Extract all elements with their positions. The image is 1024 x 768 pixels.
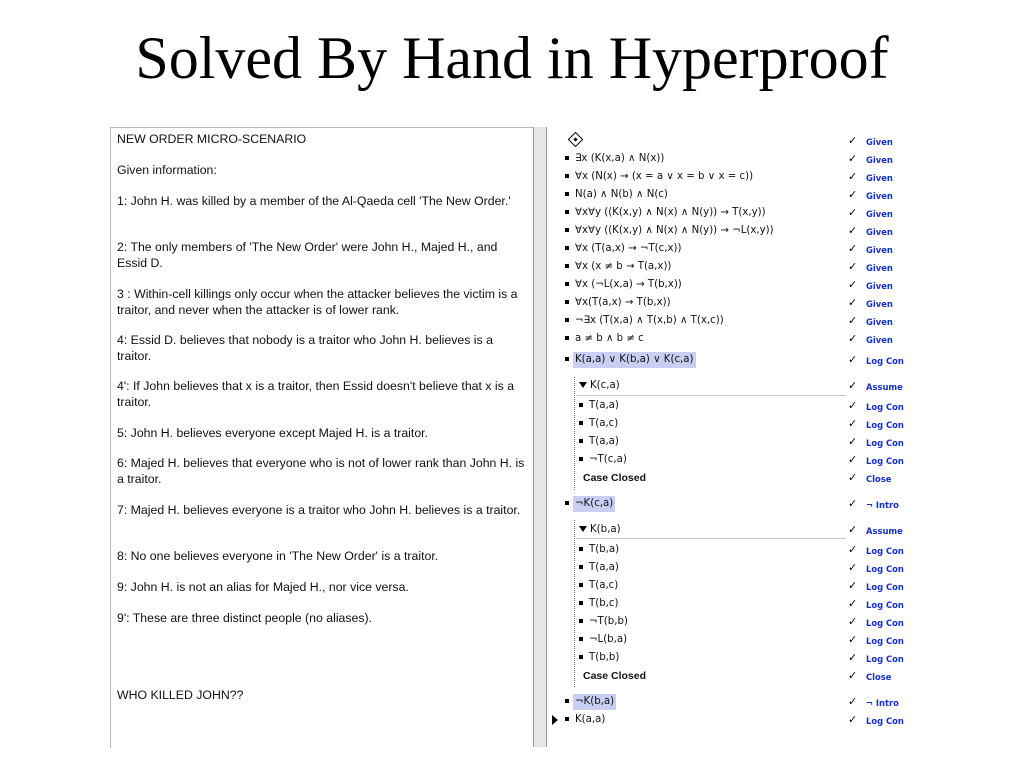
proof-step[interactable] xyxy=(550,577,1020,595)
check-icon: ✓ xyxy=(848,471,858,484)
proof-step[interactable] xyxy=(550,377,1020,395)
step-bullet-icon xyxy=(565,174,569,178)
check-icon: ✓ xyxy=(848,296,858,309)
step-formula: T(a,a) xyxy=(589,400,619,411)
step-formula: ∀x∀y ((K(x,y) ∧ N(x) ∧ N(y)) → ¬L(x,y)) xyxy=(575,225,774,236)
proof-step[interactable] xyxy=(550,495,1020,513)
step-formula: K(b,a) xyxy=(590,524,621,535)
collapse-triangle-icon[interactable] xyxy=(579,382,587,388)
check-icon: ✓ xyxy=(848,633,858,646)
proof-step[interactable] xyxy=(550,595,1020,613)
fact-4: 4: Essid D. believes that nobody is a traitor who John H. believes is a traitor. xyxy=(117,333,493,363)
rule-label[interactable]: Log Con xyxy=(866,618,904,628)
step-bullet-icon xyxy=(565,264,569,268)
step-bullet-icon xyxy=(565,300,569,304)
proof-step[interactable] xyxy=(550,415,1020,433)
check-icon: ✓ xyxy=(848,242,858,255)
rule-label[interactable]: Log Con xyxy=(866,356,904,366)
proof-step-current[interactable] xyxy=(550,711,1020,729)
step-bullet-icon xyxy=(565,501,569,505)
proof-step[interactable] xyxy=(550,541,1020,559)
fact-9: 9: John H. is not an alias for Majed H., nor vice versa. xyxy=(117,580,409,594)
rule-label[interactable]: Log Con xyxy=(866,600,904,610)
step-bullet-icon xyxy=(565,699,569,703)
rule-label[interactable]: Given xyxy=(866,137,893,147)
step-formula: ¬T(b,b) xyxy=(589,616,628,627)
step-bullet-icon xyxy=(565,156,569,160)
scenario-heading: NEW ORDER MICRO-SCENARIO xyxy=(117,132,307,146)
step-formula: N(a) ∧ N(b) ∧ N(c) xyxy=(575,189,668,200)
step-bullet-icon xyxy=(579,403,583,407)
step-formula: K(a,a) ∨ K(b,a) ∨ K(c,a) xyxy=(573,352,696,368)
check-icon: ✓ xyxy=(848,278,858,291)
step-bullet-icon xyxy=(565,282,569,286)
rule-label[interactable]: ¬ Intro xyxy=(866,500,899,510)
step-formula: ∀x∀y ((K(x,y) ∧ N(x) ∧ N(y)) → T(x,y)) xyxy=(575,207,766,218)
given-info-label: Given information: xyxy=(117,163,217,177)
check-icon: ✓ xyxy=(848,188,858,201)
step-formula: ∀x(T(a,x) → T(b,x)) xyxy=(575,297,671,308)
rule-label[interactable]: Log Con xyxy=(866,716,904,726)
check-icon: ✓ xyxy=(848,669,858,682)
step-bullet-icon xyxy=(579,547,583,551)
step-formula: ¬K(b,a) xyxy=(573,694,616,710)
rule-label[interactable]: Given xyxy=(866,191,893,201)
step-formula: ∃x (K(x,a) ∧ N(x)) xyxy=(575,153,665,164)
check-icon: ✓ xyxy=(848,713,858,726)
proof-step[interactable] xyxy=(550,132,1020,150)
fact-4-prime: 4': If John believes that x is a traitor, then Essid doesn't believe that x is a traitor. xyxy=(117,379,515,409)
proof-step[interactable] xyxy=(550,240,1020,258)
rule-label[interactable]: Log Con xyxy=(866,582,904,592)
rule-label[interactable]: Given xyxy=(866,209,893,219)
scenario-text-panel[interactable] xyxy=(110,127,534,748)
step-formula: T(a,a) xyxy=(589,562,619,573)
step-bullet-icon xyxy=(579,421,583,425)
step-formula: a ≠ b ∧ b ≠ c xyxy=(575,333,644,344)
check-icon: ✓ xyxy=(848,579,858,592)
step-bullet-icon xyxy=(579,583,583,587)
check-icon: ✓ xyxy=(848,332,858,345)
step-bullet-icon xyxy=(579,655,583,659)
rule-label[interactable]: Assume xyxy=(866,526,903,536)
step-bullet-icon xyxy=(565,192,569,196)
rule-label[interactable]: Given xyxy=(866,317,893,327)
step-bullet-icon xyxy=(565,357,569,361)
fact-2: 2: The only members of 'The New Order' were John H., Majed H., and Essid D. xyxy=(117,240,498,270)
proof-step[interactable] xyxy=(550,521,1020,539)
current-step-pointer-icon xyxy=(552,715,558,725)
rule-label[interactable]: Given xyxy=(866,227,893,237)
proof-step[interactable] xyxy=(550,150,1020,168)
check-icon: ✓ xyxy=(848,453,858,466)
check-icon: ✓ xyxy=(848,561,858,574)
proof-step[interactable] xyxy=(550,294,1020,312)
rule-label[interactable]: Given xyxy=(866,173,893,183)
rule-label[interactable]: Log Con xyxy=(866,438,904,448)
proof-step[interactable] xyxy=(550,397,1020,415)
proof-step[interactable] xyxy=(550,613,1020,631)
step-bullet-icon xyxy=(565,210,569,214)
step-bullet-icon xyxy=(579,619,583,623)
proof-step[interactable] xyxy=(550,204,1020,222)
rule-label[interactable]: Log Con xyxy=(866,420,904,430)
step-bullet-icon xyxy=(565,228,569,232)
fact-9-prime: 9': These are three distinct people (no aliases). xyxy=(117,611,373,625)
proof-step[interactable] xyxy=(550,276,1020,294)
step-bullet-icon xyxy=(579,637,583,641)
proof-step[interactable] xyxy=(550,649,1020,667)
check-icon: ✓ xyxy=(848,152,858,165)
step-bullet-icon xyxy=(579,601,583,605)
check-icon: ✓ xyxy=(848,170,858,183)
step-formula: ¬∃x (T(x,a) ∧ T(x,b) ∧ T(x,c)) xyxy=(575,315,724,326)
proof-step[interactable] xyxy=(550,433,1020,451)
rule-label[interactable]: Given xyxy=(866,281,893,291)
step-formula: ∀x (¬L(x,a) → T(b,x)) xyxy=(575,279,682,290)
proof-step[interactable] xyxy=(550,631,1020,649)
fact-8: 8: No one believes everyone in 'The New Order' is a traitor. xyxy=(117,549,439,563)
rule-label[interactable]: Log Con xyxy=(866,564,904,574)
check-icon: ✓ xyxy=(848,597,858,610)
scenario-scrollbar[interactable] xyxy=(533,127,547,747)
proof-panel xyxy=(550,127,1020,747)
step-formula: ¬T(c,a) xyxy=(589,454,627,465)
proof-step[interactable] xyxy=(550,351,1020,369)
check-icon: ✓ xyxy=(848,417,858,430)
step-formula: T(b,a) xyxy=(589,544,620,555)
rule-label[interactable]: Log Con xyxy=(866,636,904,646)
step-formula: ∀x (x ≠ b → T(a,x)) xyxy=(575,261,672,272)
proof-step[interactable] xyxy=(550,559,1020,577)
rule-label[interactable]: Assume xyxy=(866,382,903,392)
check-icon: ✓ xyxy=(848,435,858,448)
step-bullet-icon xyxy=(565,318,569,322)
rule-label[interactable]: Given xyxy=(866,299,893,309)
proof-step[interactable] xyxy=(550,222,1020,240)
slide-title: Solved By Hand in Hyperproof xyxy=(135,25,889,91)
step-formula: K(c,a) xyxy=(590,380,620,391)
step-formula: T(a,c) xyxy=(589,580,619,591)
proof-step[interactable] xyxy=(550,667,1020,685)
check-icon: ✓ xyxy=(848,543,858,556)
check-icon: ✓ xyxy=(848,523,858,536)
rule-label[interactable]: Close xyxy=(866,672,892,682)
case-closed-label: Case Closed xyxy=(583,472,647,484)
rule-label[interactable]: Close xyxy=(866,474,892,484)
step-formula: T(b,c) xyxy=(589,598,619,609)
check-icon: ✓ xyxy=(848,260,858,273)
rule-label[interactable]: ¬ Intro xyxy=(866,698,899,708)
step-formula: T(b,b) xyxy=(589,652,620,663)
proof-step[interactable] xyxy=(550,186,1020,204)
step-bullet-icon xyxy=(579,439,583,443)
rule-label[interactable]: Given xyxy=(866,335,893,345)
rule-label[interactable]: Log Con xyxy=(866,546,904,556)
check-icon: ✓ xyxy=(848,615,858,628)
rule-label[interactable]: Given xyxy=(866,245,893,255)
step-bullet-icon xyxy=(579,565,583,569)
step-formula: ∀x (N(x) → (x = a ∨ x = b ∨ x = c)) xyxy=(575,171,754,182)
question: WHO KILLED JOHN?? xyxy=(117,688,244,702)
check-icon: ✓ xyxy=(848,314,858,327)
check-icon: ✓ xyxy=(848,497,858,510)
proof-step[interactable] xyxy=(550,451,1020,469)
step-formula: T(a,a) xyxy=(589,436,619,447)
check-icon: ✓ xyxy=(848,206,858,219)
proof-step[interactable] xyxy=(550,312,1020,330)
rule-label[interactable]: Given xyxy=(866,263,893,273)
step-formula: T(a,c) xyxy=(589,418,619,429)
fact-3: 3 : Within-cell killings only occur when the attacker believes the victim is a traitor, and never when the attacker is of lower rank. xyxy=(117,287,518,317)
step-formula: ¬K(c,a) xyxy=(573,496,615,512)
fact-5: 5: John H. believes everyone except Majed H. is a traitor. xyxy=(117,426,428,440)
rule-label[interactable]: Log Con xyxy=(866,654,904,664)
subproof-1-assumption-line xyxy=(576,395,846,396)
proof-step[interactable] xyxy=(550,693,1020,711)
step-bullet-icon xyxy=(565,717,569,721)
rule-label[interactable]: Log Con xyxy=(866,402,904,412)
step-formula: K(a,a) xyxy=(575,714,606,725)
premise-diamond-icon xyxy=(568,132,584,148)
check-icon: ✓ xyxy=(848,399,858,412)
step-bullet-icon xyxy=(565,246,569,250)
proof-step[interactable] xyxy=(550,168,1020,186)
proof-step[interactable] xyxy=(550,258,1020,276)
fact-6: 6: Majed H. believes that everyone who is not of lower rank than John H. is a traitor. xyxy=(117,456,525,486)
rule-label[interactable]: Given xyxy=(866,155,893,165)
step-formula: ∀x (T(a,x) → ¬T(c,x)) xyxy=(575,243,682,254)
collapse-triangle-icon[interactable] xyxy=(579,526,587,532)
check-icon: ✓ xyxy=(848,353,858,366)
check-icon: ✓ xyxy=(848,134,858,147)
step-bullet-icon xyxy=(565,336,569,340)
check-icon: ✓ xyxy=(848,651,858,664)
proof-step[interactable] xyxy=(550,469,1020,487)
fact-7: 7: Majed H. believes everyone is a traitor who John H. believes is a traitor. xyxy=(117,503,521,517)
fact-1: 1: John H. was killed by a member of the Al-Qaeda cell 'The New Order.' xyxy=(117,194,511,208)
check-icon: ✓ xyxy=(848,379,858,392)
step-bullet-icon xyxy=(579,457,583,461)
proof-step[interactable] xyxy=(550,330,1020,348)
check-icon: ✓ xyxy=(848,224,858,237)
step-formula: ¬L(b,a) xyxy=(589,634,628,645)
check-icon: ✓ xyxy=(848,695,858,708)
case-closed-label: Case Closed xyxy=(583,670,647,682)
rule-label[interactable]: Log Con xyxy=(866,456,904,466)
